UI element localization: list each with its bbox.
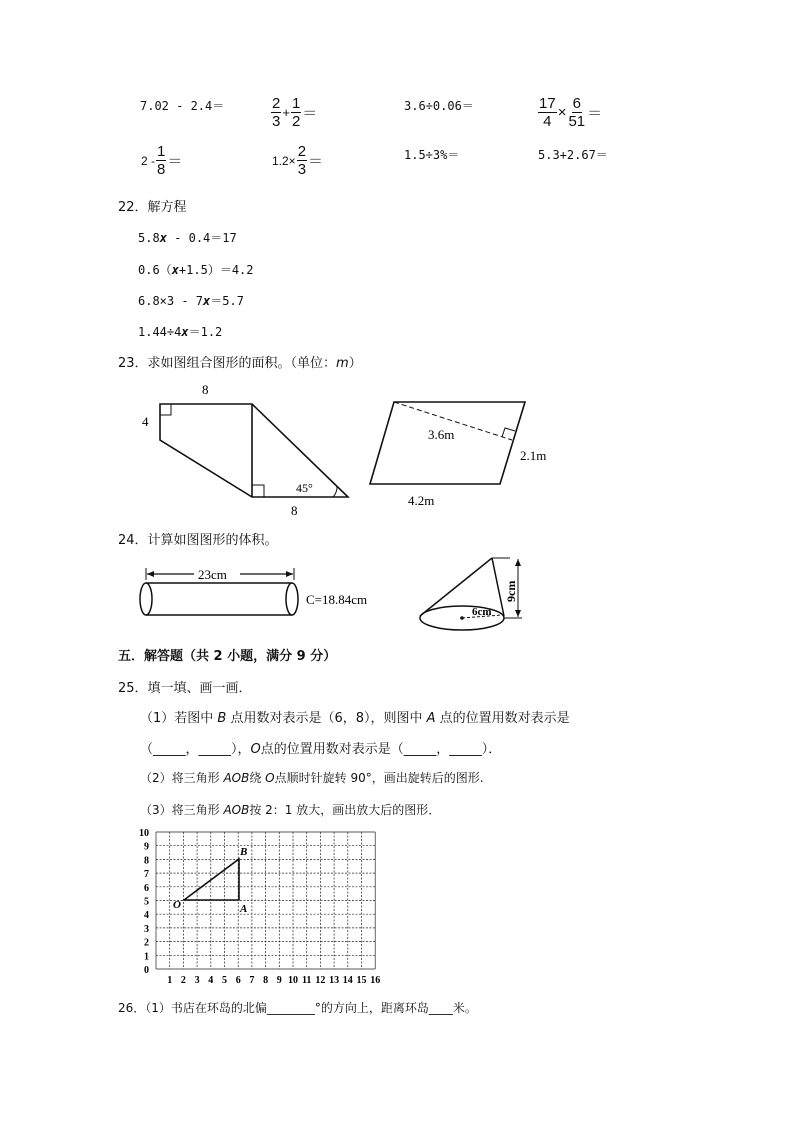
q22-eq2: 0.6（x+1.5）＝4.2 [138,263,254,277]
cyl-length-label: 23cm [198,567,227,582]
x-tick-label: 13 [329,975,340,986]
cylinder-figure [132,562,392,632]
point-b-label: B [240,846,248,858]
y-tick-label: 2 [144,937,149,949]
calc-r1c1: 7.02 - 2.4＝ [140,99,225,113]
x-tick-label: 2 [180,975,186,986]
q24-title: 24．计算如图图形的体积。 [118,533,278,548]
q22-eq4: 1.44÷4x＝1.2 [138,325,223,339]
calc-r2c2: 1.2× $\frac{2}{3}$ ＝ [272,143,324,178]
x-tick-label: 1 [167,975,173,986]
y-tick-label: 1 [144,951,149,963]
triangle-aob [184,859,239,900]
cone-height-label: 9cm [504,580,518,602]
point-a-label: A [240,903,248,915]
y-tick-label: 10 [139,828,149,839]
y-tick-label: 3 [144,923,149,935]
parallelogram-shape [370,402,525,484]
label-angle: 45° [296,481,313,495]
x-tick-label: 15 [356,975,367,986]
section5-title: 五．解答题（共 2 小题，满分 9 分） [118,649,337,664]
y-tick-label: 9 [144,841,149,853]
angle-arc [333,486,337,497]
q25-p3: （2）将三角形 AOB绕 O点顺时针旋转 90°，画出旋转后的图形. [140,771,484,785]
right-angle-mark-bottom [252,485,264,497]
q22-eq1: 5.8x - 0.4＝17 [138,231,237,245]
parallelogram-figure [368,396,558,512]
point-o-label: O [173,899,181,911]
y-tick-label: 6 [144,882,149,894]
y-tick-label: 5 [144,896,149,908]
x-tick-label: 6 [235,975,241,986]
x-tick-label: 10 [288,975,298,986]
right-angle-mark [502,428,515,437]
x-tick-label: 9 [276,975,282,986]
y-tick-label: 7 [144,869,149,881]
x-tick-label: 16 [370,975,381,986]
q25-p2: （_____，_____），O点的位置用数对表示是（_____，_____）． [140,742,502,757]
x-tick-label: 4 [208,975,214,986]
x-tick-label: 8 [263,975,269,986]
label-top: 8 [202,382,209,397]
y-tick-label: 4 [144,910,149,922]
cone-radius-label: 6cm [472,606,492,618]
q25-title: 25．填一填、画一画． [118,681,252,696]
label-base: 4.2m [408,493,435,508]
x-tick-label: 11 [301,975,312,986]
q23-title: 23．求如图组合图形的面积。（单位：m） [118,356,362,371]
q25-p1: （1）若图中 B 点用数对表示是（6，8），则图中 A 点的位置用数对表示是 [140,711,570,726]
cyl-circ-label: C=18.84cm [306,592,368,607]
calc-r1c4: $\frac{17}{4}$ × $\frac{6}{51}$ ＝ [539,95,603,130]
y-tick-label: 8 [144,855,149,867]
calc-r2c3: 1.5÷3%＝ [404,148,460,162]
trapezoid-shape [160,404,348,497]
x-tick-label: 5 [222,975,227,986]
calc-r2c1: 2 - $\frac{1}{8}$ ＝ [141,143,183,178]
label-left: 4 [142,414,149,429]
q26-text: 26．（1）书店在环岛的北偏________°的方向上，距离环岛____米。 [118,1001,477,1015]
label-height: 3.6m [428,427,455,442]
x-tick-label: 7 [249,975,255,986]
coordinate-grid [136,826,390,990]
calc-r2c4: 5.3+2.67＝ [538,148,608,162]
right-angle-mark-top [160,404,171,415]
x-tick-label: 14 [342,975,353,986]
cone-figure [412,552,532,636]
label-bottom: 8 [291,503,298,518]
composite-figure [130,378,370,520]
calc-r1c2: $\frac{2}{3}$ + $\frac{1}{2}$ ＝ [272,95,318,130]
q22-title: 22．解方程 [118,200,187,215]
x-tick-label: 3 [194,975,200,986]
y-tick-label: 0 [144,965,149,976]
q25-p4: （3）将三角形 AOB按 2：1 放大，画出放大后的图形． [140,803,441,817]
calc-r1c3: 3.6÷0.06＝ [404,99,474,113]
q22-eq3: 6.8×3 - 7x＝5.7 [138,294,244,308]
label-side: 2.1m [520,448,547,463]
x-tick-label: 12 [315,975,326,986]
